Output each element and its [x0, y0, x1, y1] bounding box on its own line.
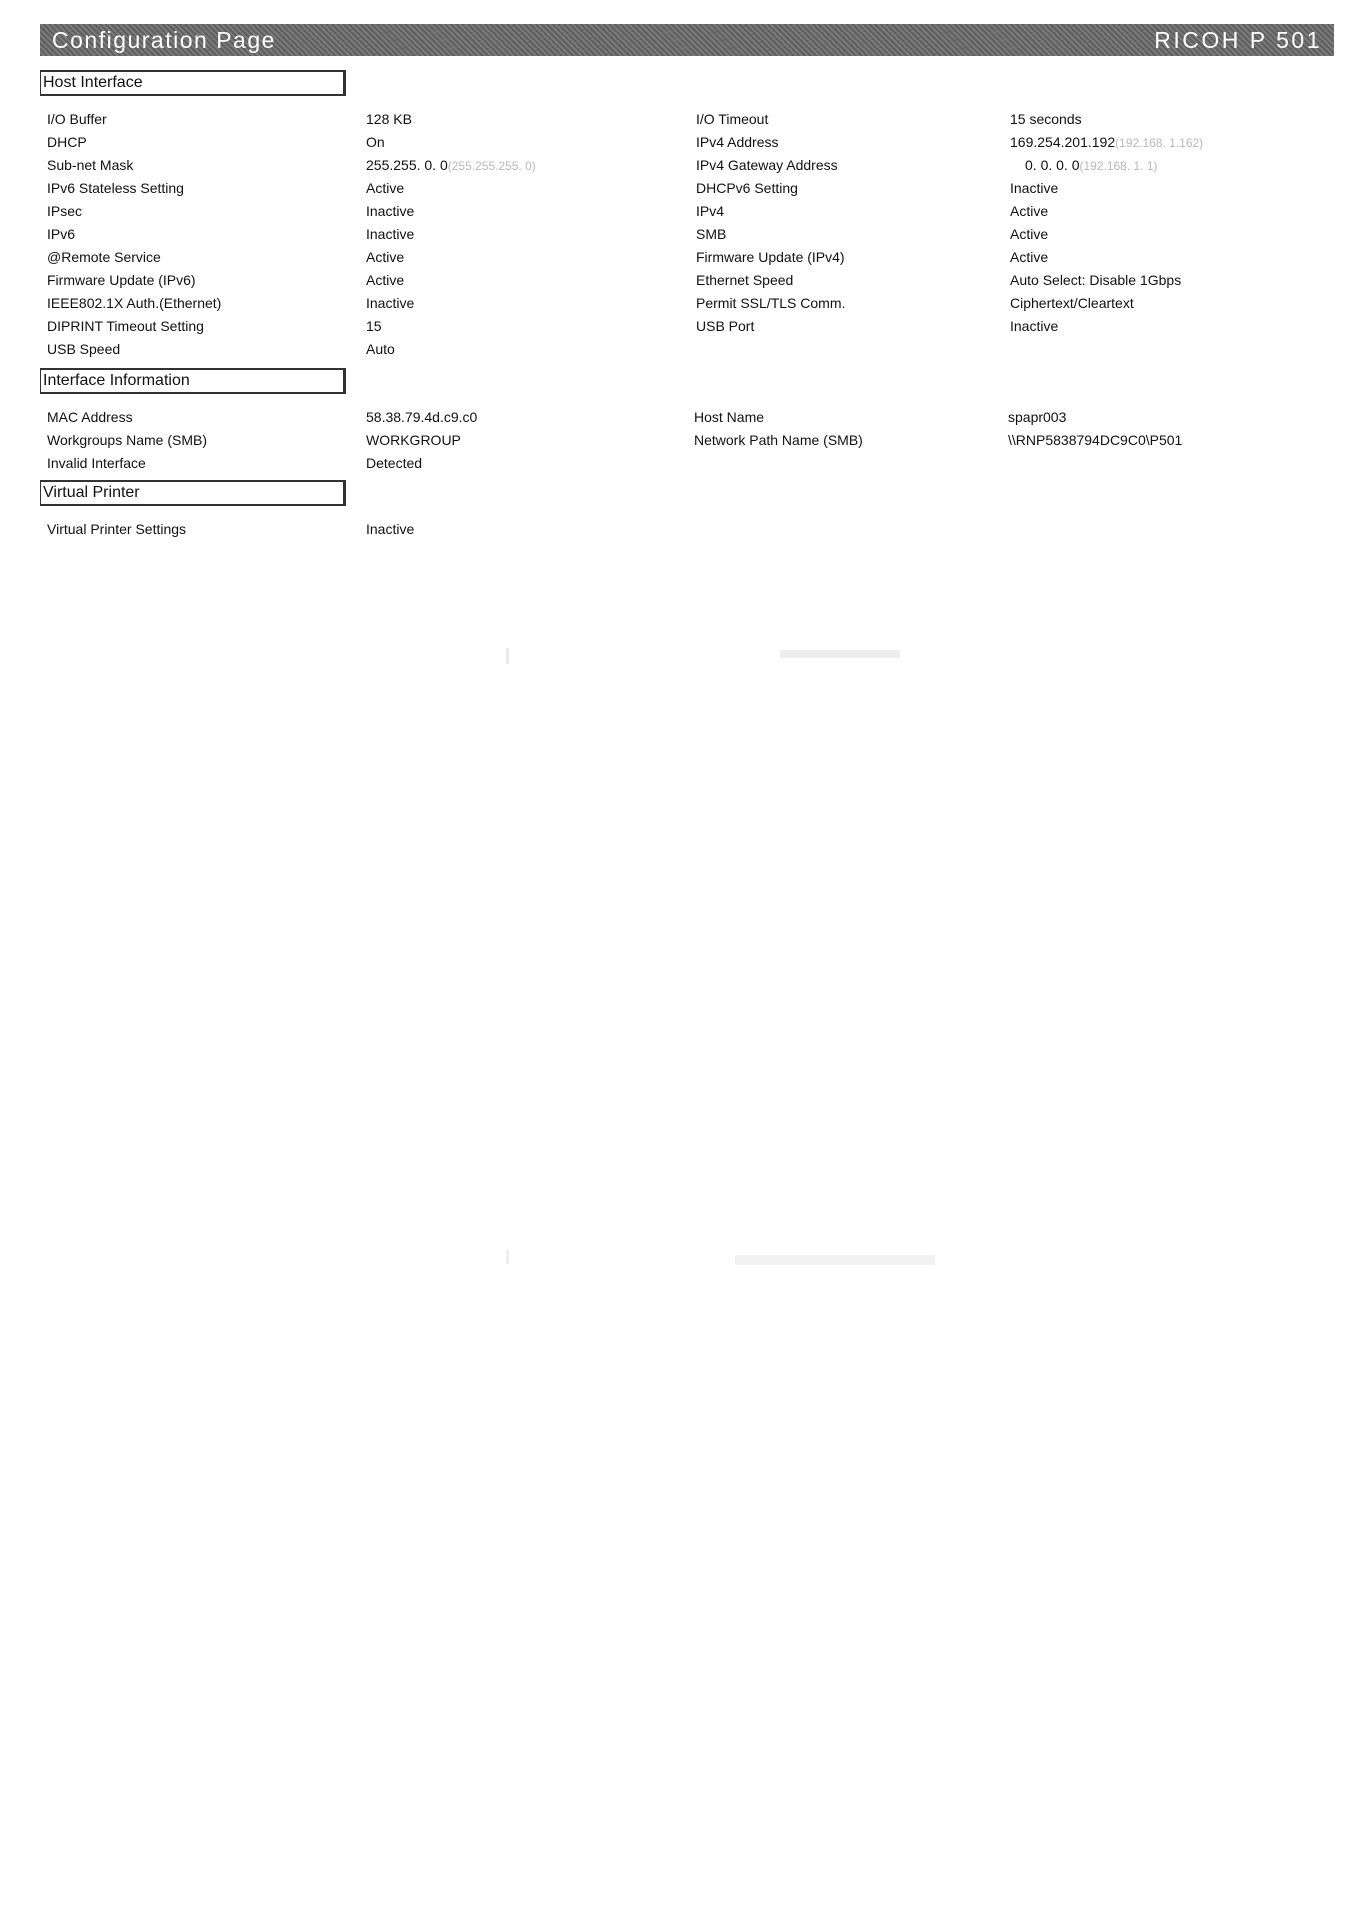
- setting-row: [40, 269, 1334, 292]
- scan-artifact: [506, 648, 509, 664]
- setting-label: IPv4: [696, 203, 725, 219]
- setting-value-group: [1025, 154, 1158, 178]
- setting-value: 128 KB: [366, 111, 412, 127]
- setting-value: 15: [366, 318, 382, 334]
- setting-value: 255.255. 0. 0: [366, 157, 448, 173]
- setting-label: I/O Timeout: [696, 111, 769, 127]
- setting-value: Detected: [366, 455, 423, 471]
- setting-label: USB Port: [696, 318, 755, 334]
- setting-row: [40, 200, 1334, 223]
- printer-model: RICOH P 501: [1154, 27, 1322, 53]
- page-title: Configuration Page: [52, 27, 276, 53]
- setting-label: Firmware Update (IPv6): [47, 272, 196, 288]
- setting-value: 0. 0. 0. 0: [1025, 157, 1080, 173]
- setting-label: IEEE802.1X Auth.(Ethernet): [47, 295, 222, 311]
- setting-label: IPv6 Stateless Setting: [47, 180, 184, 196]
- setting-value: spapr003: [1008, 409, 1067, 425]
- setting-label: Workgroups Name (SMB): [47, 432, 208, 448]
- setting-value: Ciphertext/Cleartext: [1010, 295, 1134, 311]
- setting-value: Active: [366, 272, 405, 288]
- setting-value: Active: [366, 249, 405, 265]
- setting-value: Auto Select: Disable 1Gbps: [1010, 272, 1182, 288]
- setting-row: [40, 292, 1334, 315]
- setting-label: IPv4 Address: [696, 134, 779, 150]
- scan-artifact: [506, 1250, 509, 1264]
- setting-label: Invalid Interface: [47, 455, 146, 471]
- setting-label: Sub-net Mask: [47, 157, 134, 173]
- setting-label: Ethernet Speed: [696, 272, 794, 288]
- section-heading: Interface Information: [40, 368, 346, 394]
- setting-label: DHCPv6 Setting: [696, 180, 798, 196]
- setting-row: [40, 223, 1334, 246]
- setting-value: Active: [366, 180, 405, 196]
- setting-label: @Remote Service: [47, 249, 161, 265]
- setting-label: Permit SSL/TLS Comm.: [696, 295, 846, 311]
- setting-value: Active: [1010, 203, 1049, 219]
- setting-label: Virtual Printer Settings: [47, 521, 187, 537]
- setting-row: [40, 406, 1334, 429]
- setting-label: IPv6: [47, 226, 76, 242]
- interface-information-section: [40, 368, 1334, 475]
- setting-value: WORKGROUP: [366, 432, 461, 448]
- setting-label: I/O Buffer: [47, 111, 107, 127]
- setting-value: Inactive: [366, 295, 415, 311]
- section-heading: Virtual Printer: [40, 480, 346, 506]
- setting-label: SMB: [696, 226, 727, 242]
- setting-value: Auto: [366, 341, 395, 357]
- setting-row: [40, 315, 1334, 338]
- setting-label: DIPRINT Timeout Setting: [47, 318, 204, 334]
- setting-row: [40, 246, 1334, 269]
- scan-artifact: [735, 1255, 935, 1265]
- setting-label: Firmware Update (IPv4): [696, 249, 845, 265]
- setting-value: Inactive: [366, 226, 415, 242]
- setting-label: IPv4 Gateway Address: [696, 157, 838, 173]
- setting-label: Network Path Name (SMB): [694, 432, 863, 448]
- setting-label: MAC Address: [47, 409, 133, 425]
- setting-row: [40, 429, 1334, 452]
- setting-value-group: [366, 154, 536, 178]
- setting-label: Host Name: [694, 409, 765, 425]
- setting-row: [40, 131, 1334, 154]
- setting-value: \\RNP5838794DC9C0\P501: [1008, 432, 1183, 448]
- page-header-band: [40, 24, 1334, 56]
- setting-value: On: [366, 134, 385, 150]
- setting-value: 58.38.79.4d.c9.c0: [366, 409, 478, 425]
- setting-value: Active: [1010, 226, 1049, 242]
- setting-label: DHCP: [47, 134, 87, 150]
- scan-artifact: [780, 650, 900, 658]
- setting-value: 15 seconds: [1010, 111, 1082, 127]
- setting-value-faint: (255.255.255. 0): [447, 159, 536, 173]
- setting-value: Inactive: [1010, 180, 1059, 196]
- setting-value: Inactive: [366, 203, 415, 219]
- setting-value: 169.254.201.192: [1010, 134, 1116, 150]
- setting-row: [40, 518, 1334, 541]
- setting-row: [40, 154, 1334, 177]
- setting-label: USB Speed: [47, 341, 121, 357]
- setting-value: Inactive: [1010, 318, 1059, 334]
- virtual-printer-section: [40, 480, 1334, 541]
- setting-row: [40, 177, 1334, 200]
- host-interface-section: [40, 70, 1334, 361]
- setting-value-faint: (192.168. 1.162): [1115, 136, 1204, 150]
- setting-value-group: [1010, 131, 1203, 155]
- setting-value: Inactive: [366, 521, 415, 537]
- setting-row: [40, 108, 1334, 131]
- section-heading: Host Interface: [40, 70, 346, 96]
- setting-value-faint: (192.168. 1. 1): [1079, 159, 1158, 173]
- setting-row: [40, 338, 1334, 361]
- setting-row: [40, 452, 1334, 475]
- setting-value: Active: [1010, 249, 1049, 265]
- setting-label: IPsec: [47, 203, 83, 219]
